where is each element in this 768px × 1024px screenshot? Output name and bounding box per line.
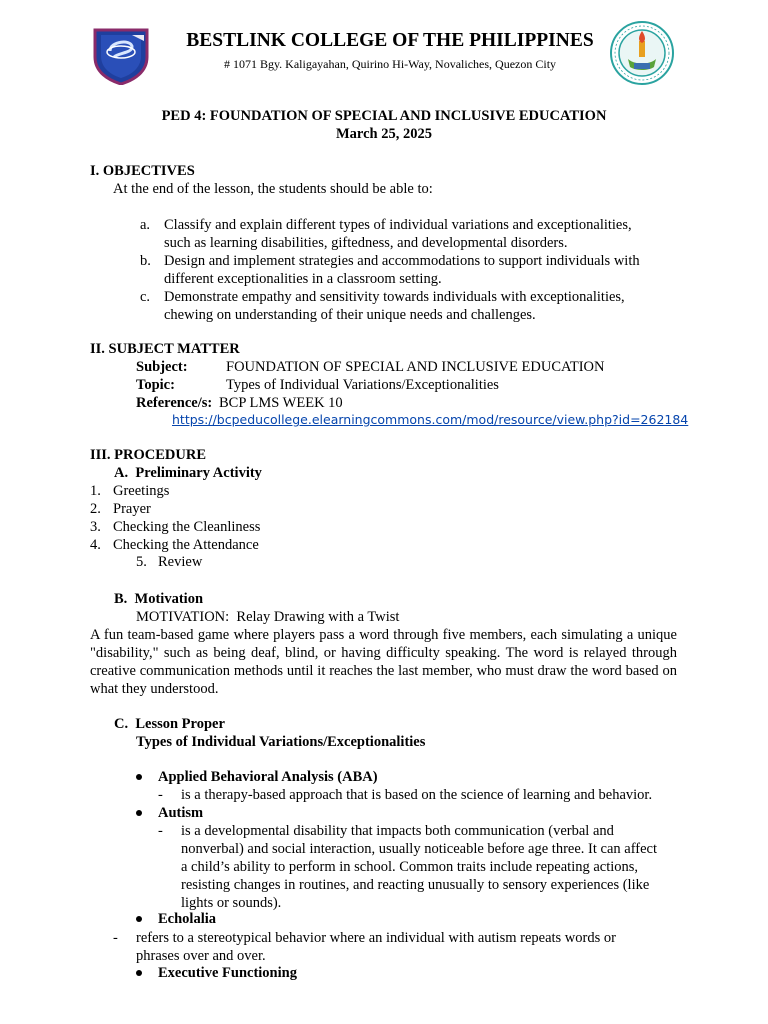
bullet-icon [136, 970, 142, 976]
term-autism-definition-line-5: lights or sounds). [181, 895, 282, 911]
topic-label: Topic: [136, 377, 175, 393]
list-item-review: Review [158, 554, 203, 570]
preliminary-activity-heading: A. Preliminary Activity [114, 465, 262, 481]
term-echolalia-definition-line-1: refers to a stereotypical behavior where an individual with autism repeats words or [136, 930, 616, 946]
term-autism-definition-line-2: nonverbal) and social interaction, usually noticeable before age three. It can affect [181, 841, 657, 857]
objective-marker: c. [140, 289, 151, 305]
bullet-icon [136, 810, 142, 816]
term-echolalia-definition-line-2: phrases over and over. [136, 948, 266, 964]
motivation-title: MOTIVATION: Relay Drawing with a Twist [136, 609, 400, 625]
college-shield-logo [92, 27, 150, 85]
objective-marker: a. [140, 217, 151, 233]
lesson-date: March 25, 2025 [336, 126, 432, 142]
dash-marker: - [158, 787, 163, 803]
dash-marker: - [158, 823, 163, 839]
term-autism-definition-line-3: a child’s ability to perform in school. Common traits include repeating actions, [181, 859, 639, 875]
bullet-icon [136, 774, 142, 780]
lesson-proper-subheading: Types of Individual Variations/Exceptionalities [136, 734, 426, 750]
reference-value: BCP LMS WEEK 10 [219, 395, 343, 411]
list-marker: 5. [136, 554, 147, 570]
lesson-proper-heading: C. Lesson Proper [114, 716, 225, 732]
teacher-education-seal-logo [610, 21, 674, 85]
objective-a-line-1: Classify and explain different types of individual variations and exceptionalities, [164, 217, 632, 233]
term-autism: Autism [158, 805, 204, 821]
reference-label: Reference/s: [136, 395, 213, 411]
list-marker: 4. [90, 537, 101, 553]
subject-matter-heading: II. SUBJECT MATTER [90, 341, 240, 357]
list-item-prayer: Prayer [113, 501, 151, 517]
dash-marker: - [113, 930, 118, 946]
college-address: # 1071 Bgy. Kaligayahan, Quirino Hi-Way, Novaliches, Quezon City [223, 57, 557, 71]
motivation-description: A fun team-based game where players pass a word through five members, each simulating a unique "disability," such as being deaf, blind, or having difficulty speaking. The word is relayed through creative communication methods until it reaches the last member, who must draw the word based on what they understood. [90, 627, 677, 697]
objectives-intro: At the end of the lesson, the students should be able to: [113, 181, 433, 197]
list-marker: 1. [90, 483, 101, 499]
list-marker: 3. [90, 519, 101, 535]
college-name: BESTLINK COLLEGE OF THE PHILIPPINES [186, 30, 594, 51]
reference-link[interactable]: https://bcpeducollege.elearningcommons.com/mod/resource/view.php?id=262184 [172, 412, 689, 427]
subject-value: FOUNDATION OF SPECIAL AND INCLUSIVE EDUCATION [226, 359, 605, 375]
objective-marker: b. [140, 253, 151, 269]
objective-a-line-2: such as learning disabilities, giftedness, and developmental disorders. [164, 235, 568, 251]
list-item-greetings: Greetings [113, 483, 170, 499]
objective-b-line-1: Design and implement strategies and accommodations to support individuals with [164, 253, 640, 269]
course-title: PED 4: FOUNDATION OF SPECIAL AND INCLUSIVE EDUCATION [161, 108, 607, 124]
topic-value: Types of Individual Variations/Exceptionalities [226, 377, 499, 393]
procedure-heading: III. PROCEDURE [90, 447, 207, 463]
term-autism-definition-line-1: is a developmental disability that impacts both communication (verbal and [181, 823, 614, 839]
objective-b-line-2: different exceptionalities in a classroom setting. [164, 271, 442, 287]
objective-c-line-1: Demonstrate empathy and sensitivity towards individuals with exceptionalities, [164, 289, 625, 305]
term-echolalia: Echolalia [158, 911, 217, 927]
subject-label: Subject: [136, 359, 188, 375]
term-aba-definition: is a therapy-based approach that is based on the science of learning and behavior. [181, 787, 653, 803]
term-executive-functioning: Executive Functioning [158, 965, 297, 981]
term-aba: Applied Behavioral Analysis (ABA) [158, 769, 378, 785]
objective-c-line-2: chewing on understanding of their unique needs and challenges. [164, 307, 536, 323]
bullet-icon [136, 916, 142, 922]
list-marker: 2. [90, 501, 101, 517]
motivation-heading: B. Motivation [114, 591, 204, 607]
term-autism-definition-line-4: resisting changes in routines, and reacting unusually to sensory experiences (like [181, 877, 650, 893]
list-item-cleanliness: Checking the Cleanliness [113, 519, 261, 535]
list-item-attendance: Checking the Attendance [113, 537, 259, 553]
objectives-heading: I. OBJECTIVES [90, 163, 195, 179]
